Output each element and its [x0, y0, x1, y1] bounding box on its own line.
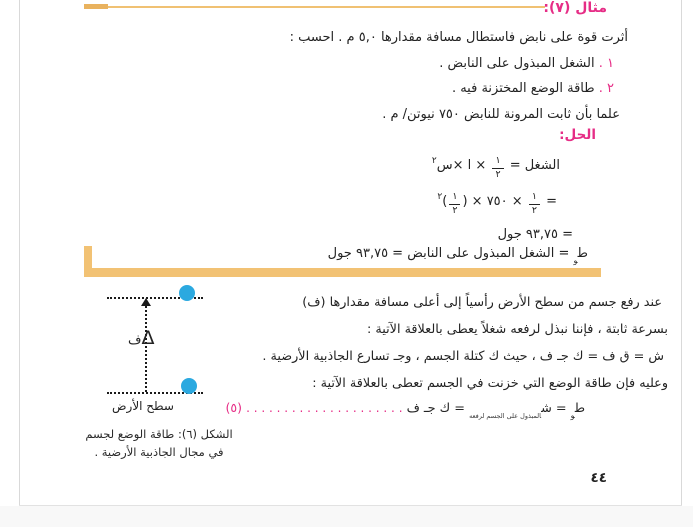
equation-rest: = ك جـ ف	[402, 401, 470, 416]
problem-item-1	[290, 51, 628, 77]
paragraph-line-1: عند رفع جسم من سطح الأرض رأسياً إلى أعلى مسافة مقدارها (ف)	[302, 295, 662, 310]
item-text: طاقة الوضع المختزنة فيه .	[451, 81, 595, 96]
paragraph-line-2: بسرعة ثابتة ، فإننا نبذل لرفعه شغلاً يعطى بالعلاقة الآتية :	[366, 322, 668, 337]
dot-leader: . . . . . . . . . . . . . . . . . . . . .	[246, 401, 403, 415]
work-symbol-subscript: المبذول على الجسم لرفعه	[469, 412, 542, 420]
fraction-one-half: $\frac{١}{٢}$	[449, 192, 460, 217]
item-number: ١ .	[598, 55, 614, 71]
times-sign: ×	[511, 194, 523, 209]
times-sign: ×	[475, 158, 487, 173]
work-symbol: = ش	[541, 401, 571, 416]
close-paren: )	[442, 194, 448, 209]
times-sign: ×	[471, 194, 483, 209]
fraction-one-half: $\frac{١}{٢}$	[529, 192, 540, 217]
distance-symbol: ف	[128, 333, 142, 348]
equation-result: = ٩٣,٧٥ جول	[497, 227, 573, 242]
section-divider-bar	[84, 268, 601, 277]
problem-given: علما بأن ثابت المرونة للنابض ٧٥٠ نيوتن/ م .	[382, 106, 620, 122]
figure-caption-line2: في مجال الجاذبية الأرضية .	[94, 444, 224, 459]
energy-symbol-subscript: و	[573, 256, 578, 265]
energy-symbol: ط	[574, 401, 585, 416]
figure-caption	[85, 426, 233, 462]
equation-number: (٥)	[225, 400, 243, 415]
equation-rest: = الشغل المبذول على النابض = ٩٣,٧٥ جول	[327, 246, 574, 261]
times-sign: ×	[452, 158, 464, 173]
example-header-rule-cap	[84, 4, 108, 9]
problem-intro: أثرت قوة على نابض فاستطال مسافة مقدارها ٥,٠ م . احسب :	[289, 30, 628, 45]
fraction-one-half: $\frac{١}{٢}$	[492, 156, 503, 181]
equals-sign: =	[546, 194, 557, 209]
page-edge-right	[681, 0, 682, 506]
paragraph-line-4: وعليه فإن طاقة الوضع التي خزنت في الجسم تعطى بالعلاقة الآتية :	[312, 376, 668, 391]
equation-potential-energy	[328, 246, 588, 265]
page-margin-strip	[0, 506, 693, 527]
energy-symbol: ط	[577, 246, 588, 261]
problem-statement	[290, 25, 628, 127]
figure-ball-raised	[179, 285, 195, 301]
section-divider-corner	[84, 246, 92, 270]
spring-constant-value: ٧٥٠	[486, 194, 508, 209]
paragraph-line-3: ش = ق ف = ك جـ ف ، حيث ك كتلة الجسم ، وجـ تسارع الجاذبية الأرضية .	[262, 349, 664, 364]
equation-work-formula	[432, 156, 560, 181]
energy-symbol-subscript: و	[570, 411, 575, 420]
displacement-symbol: س	[436, 158, 453, 173]
page-edge-left	[19, 0, 20, 506]
solution-label: الحل:	[559, 127, 596, 143]
figure-height-label	[128, 327, 154, 349]
example-header-rule	[84, 6, 545, 8]
equation-5	[226, 400, 585, 420]
arrow-up-icon	[141, 298, 151, 306]
figure-caption-line1: الشكل (٦): طاقة الوضع لجسم	[85, 427, 233, 441]
spring-constant-symbol: ا	[467, 158, 472, 173]
item-text: الشغل المبذول على النابض .	[439, 55, 595, 71]
figure-ball-ground	[181, 378, 197, 394]
exponent: ٢	[437, 192, 443, 202]
page-number: ٤٤	[590, 470, 607, 486]
eq-lhs: الشغل =	[509, 158, 560, 173]
delta-symbol: Δ	[141, 327, 155, 349]
item-number: ٢ .	[598, 81, 614, 96]
exponent: ٢	[431, 156, 437, 166]
open-paren: (	[462, 194, 468, 209]
example-title: مثال (٧):	[543, 0, 607, 16]
figure-ground-label: سطح الأرض	[112, 399, 174, 413]
equation-substitution	[437, 192, 557, 217]
problem-item-2	[290, 76, 628, 102]
